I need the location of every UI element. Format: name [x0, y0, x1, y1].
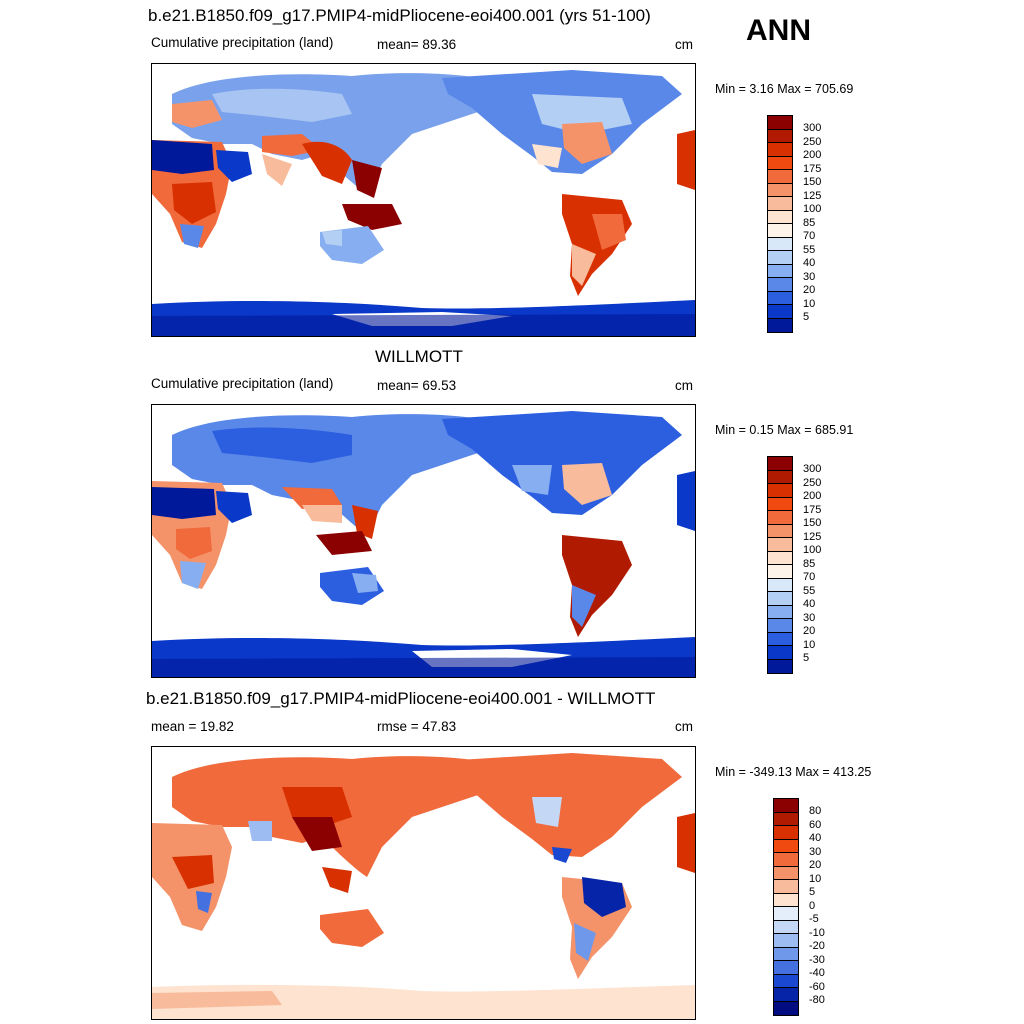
panel1-mean-label: mean= 89.36	[377, 37, 457, 52]
colorbar-tick-label: 250	[803, 476, 822, 489]
colorbar-swatch	[774, 894, 798, 908]
colorbar-swatch	[768, 265, 792, 279]
colorbar-tick-label: 40	[809, 832, 822, 844]
panel1-units: cm	[675, 37, 693, 52]
colorbar-swatch	[768, 130, 792, 144]
colorbar-tick-label: -5	[809, 913, 819, 925]
colorbar-swatch	[774, 799, 798, 813]
panel3-minmax: Min = -349.13 Max = 413.25	[715, 765, 872, 779]
colorbar-tick-label: 250	[803, 135, 822, 148]
colorbar-swatch	[768, 116, 792, 130]
colorbar-swatch	[768, 633, 792, 647]
panel2-minmax: Min = 0.15 Max = 685.91	[715, 423, 854, 437]
colorbar-tick-label: -30	[809, 953, 825, 966]
colorbar-swatch	[768, 251, 792, 265]
colorbar-swatch	[774, 840, 798, 854]
colorbar-tick-label: 150	[803, 176, 822, 188]
colorbar-tick-label: 85	[803, 216, 816, 229]
colorbar-swatch	[768, 157, 792, 171]
colorbar-swatch	[768, 319, 792, 333]
colorbar-swatch	[768, 619, 792, 633]
colorbar-swatch	[774, 907, 798, 921]
colorbar-swatch	[768, 211, 792, 225]
panel2-colorbar-cells	[767, 456, 793, 674]
colorbar-tick-label: 80	[809, 805, 822, 817]
colorbar-tick-label: 5	[803, 311, 810, 323]
colorbar-tick-label: 10	[803, 297, 816, 310]
panel1-map	[151, 63, 696, 337]
colorbar-tick-label: 85	[803, 557, 816, 570]
colorbar-swatch	[768, 238, 792, 252]
panel2-map-graphic	[152, 405, 695, 677]
panel2-title: WILLMOTT	[375, 347, 463, 366]
colorbar-swatch	[768, 471, 792, 485]
colorbar-swatch	[768, 170, 792, 184]
panel3-colorbar-cells	[773, 798, 799, 1016]
colorbar-tick-label: 150	[803, 517, 822, 529]
colorbar-tick-label: 70	[803, 571, 816, 583]
colorbar-tick-label: 55	[803, 584, 816, 597]
panel3-map-graphic	[152, 747, 695, 1019]
colorbar-tick-label: 55	[803, 243, 816, 256]
panel2-mean-label: mean= 69.53	[377, 378, 457, 393]
colorbar-swatch	[774, 948, 798, 962]
colorbar-tick-label: 100	[803, 544, 822, 556]
colorbar-swatch	[768, 538, 792, 552]
colorbar-tick-label: 40	[803, 598, 816, 610]
panel3-title: b.e21.B1850.f09_g17.PMIP4-midPliocene-eoi400.001 - WILLMOTT	[146, 689, 656, 708]
colorbar-tick-label: 70	[803, 230, 816, 242]
colorbar-swatch	[774, 813, 798, 827]
colorbar-tick-label: 30	[803, 611, 816, 624]
colorbar-tick-label: 20	[803, 284, 816, 296]
colorbar-tick-label: 20	[809, 859, 822, 871]
colorbar-swatch	[768, 305, 792, 319]
colorbar-tick-label: 5	[809, 886, 816, 898]
colorbar-swatch	[768, 457, 792, 471]
colorbar-swatch	[768, 592, 792, 606]
colorbar-swatch	[768, 579, 792, 593]
colorbar-tick-label: 300	[803, 122, 822, 134]
colorbar-tick-label: 10	[803, 638, 816, 651]
colorbar-swatch	[774, 934, 798, 948]
colorbar-tick-label: 200	[803, 490, 822, 502]
colorbar-tick-label: 60	[809, 818, 822, 831]
colorbar-swatch	[768, 660, 792, 674]
colorbar-tick-label: -40	[809, 967, 825, 979]
panel2-units: cm	[675, 378, 693, 393]
colorbar-tick-label: 30	[809, 845, 822, 858]
colorbar-swatch	[768, 292, 792, 306]
colorbar-swatch	[774, 826, 798, 840]
panel1-colorbar-cells	[767, 115, 793, 333]
colorbar-swatch	[774, 880, 798, 894]
panel2-map	[151, 404, 696, 678]
colorbar-swatch	[774, 961, 798, 975]
colorbar-tick-label: 175	[803, 162, 822, 175]
colorbar-swatch	[768, 224, 792, 238]
colorbar-tick-label: 40	[803, 257, 816, 269]
colorbar-swatch	[774, 853, 798, 867]
colorbar-tick-label: 175	[803, 503, 822, 516]
colorbar-tick-label: 30	[803, 270, 816, 283]
colorbar-swatch	[774, 988, 798, 1002]
colorbar-tick-label: -10	[809, 926, 825, 939]
season-label: ANN	[746, 14, 811, 47]
colorbar-swatch	[768, 565, 792, 579]
colorbar-swatch	[768, 525, 792, 539]
colorbar-tick-label: 5	[803, 652, 810, 664]
colorbar-swatch	[768, 498, 792, 512]
panel2-left-label: Cumulative precipitation (land)	[151, 376, 334, 391]
panel1-minmax: Min = 3.16 Max = 705.69	[715, 82, 854, 96]
colorbar-tick-label: 100	[803, 203, 822, 215]
colorbar-swatch	[768, 278, 792, 292]
panel1-map-graphic	[152, 64, 695, 336]
colorbar-tick-label: -20	[809, 940, 825, 952]
colorbar-tick-label: 20	[803, 625, 816, 637]
colorbar-swatch	[774, 1002, 798, 1016]
panel3-mean-label: mean = 19.82	[151, 719, 234, 734]
colorbar-tick-label: 125	[803, 530, 822, 543]
colorbar-swatch	[768, 197, 792, 211]
colorbar-swatch	[768, 511, 792, 525]
colorbar-swatch	[774, 975, 798, 989]
colorbar-swatch	[774, 921, 798, 935]
panel3-units: cm	[675, 719, 693, 734]
colorbar-tick-label: 0	[809, 899, 816, 912]
panel3-map	[151, 746, 696, 1020]
colorbar-tick-label: 10	[809, 872, 822, 885]
colorbar-tick-label: -60	[809, 980, 825, 993]
panel3-rmse-label: rmse = 47.83	[377, 719, 457, 734]
colorbar-swatch	[768, 484, 792, 498]
colorbar-tick-label: -80	[809, 994, 825, 1006]
colorbar-tick-label: 125	[803, 189, 822, 202]
panel1-title: b.e21.B1850.f09_g17.PMIP4-midPliocene-eoi400.001 (yrs 51-100)	[148, 6, 651, 25]
colorbar-tick-label: 300	[803, 463, 822, 475]
panel1-left-label: Cumulative precipitation (land)	[151, 35, 334, 50]
colorbar-swatch	[768, 646, 792, 660]
colorbar-swatch	[774, 867, 798, 881]
colorbar-swatch	[768, 606, 792, 620]
colorbar-swatch	[768, 552, 792, 566]
colorbar-tick-label: 200	[803, 149, 822, 161]
colorbar-swatch	[768, 143, 792, 157]
colorbar-swatch	[768, 184, 792, 198]
